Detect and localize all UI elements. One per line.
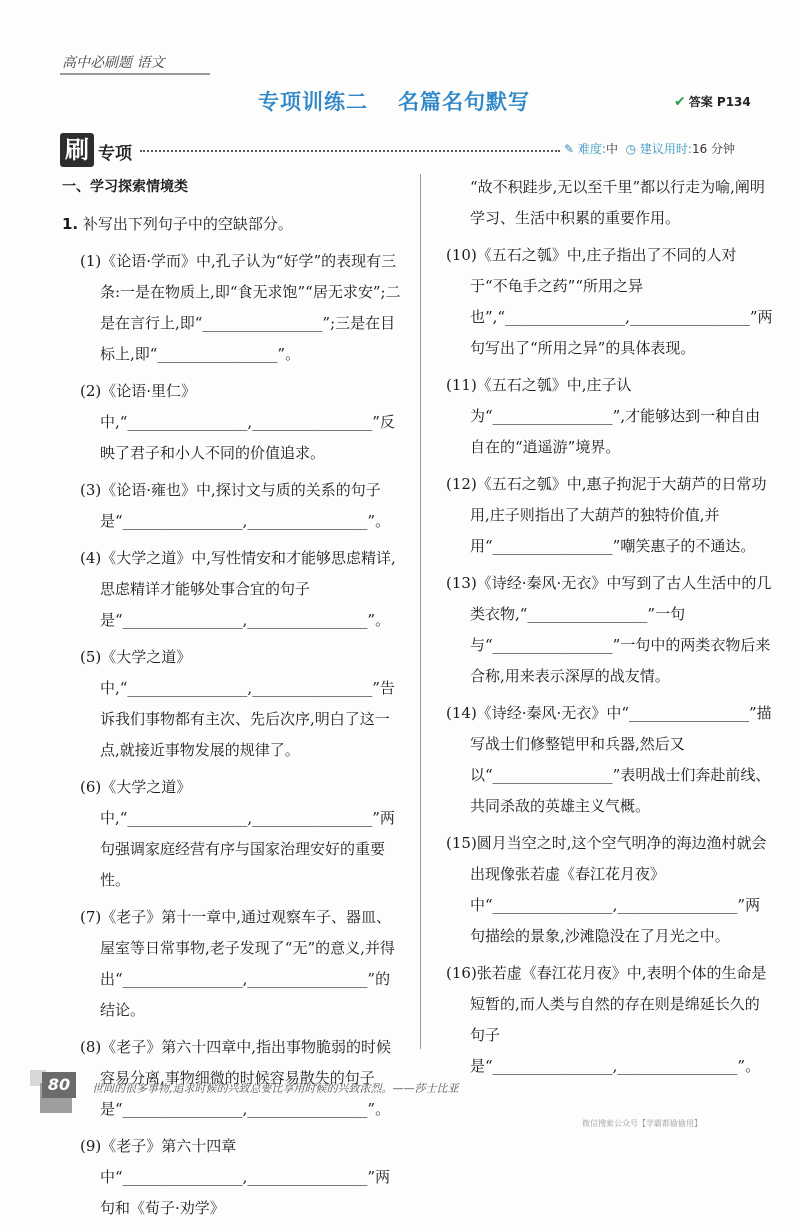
section-heading: 一、学习探索情境类 [62,179,188,195]
answer-ref-text: 答案 P134 [688,95,751,109]
time-label: 建议用时: [639,142,692,156]
watermark: 微信搜索公众号【学霸都偷偷用】 [582,1119,702,1128]
question-prompt: 补写出下列句子中的空缺部分。 [82,215,293,233]
question-number: 1. [62,215,79,233]
fill-item-4: (4)《大学之道》中,写性情安和才能够思虑精详,思虑精详才能够处事合宜的句子是“________________,________________”。 [80,549,396,629]
fill-item-16: (16)张若虚《春江花月夜》中,表明个体的生命是短暂的,而人类与自然的存在则是绵延长久的句子是“________________,________________”。 [446,964,767,1075]
answer-reference [674,93,751,110]
right-column [432,172,772,1088]
left-column [62,172,402,1230]
fill-item-12: (12)《五石之瓠》中,惠子拘泥于大葫芦的日常功用,庄子则指出了大葫芦的独特价值,并用“________________”嘲笑惠子的不通达。 [446,475,767,555]
footer-quote: 世间的很多事物,追求时候的兴致总要比享用时候的兴致浓烈。——莎士比亚 [92,1082,459,1095]
fill-item-3: (3)《论语·雍也》中,探讨文与质的关系的句子是“________________,________________”。 [80,481,391,530]
fill-item-15: (15)圆月当空之时,这个空气明净的海边渔村就会出现像张若虚《春江花月夜》中“________________,________________”两句描绘的景象,沙滩隐没在了月光之中。 [446,834,767,945]
fill-item-14: (14)《诗经·秦风·无衣》中“________________”描写战士们修整铠甲和兵器,然后又以“________________”表明战士们奔赴前线、共同杀敌的英雄主义气概。 [446,704,772,815]
column-divider [420,174,421,1049]
section-badge: 刷 [60,133,94,167]
fill-item-10: (10)《五石之瓠》中,庄子指出了不同的人对于“不龟手之药”“所用之异也”,“________________,________________”两句写出了“所用之异”的具体表现。 [446,246,773,357]
page-number: 80 [42,1072,76,1098]
fill-item-1: (1)《论语·学而》中,孔子认为“好学”的表现有三条:一是在物质上,即“食无求饱”“居无求安”;二是在言行上,即“________________”;三是在目标上,即“________________”。 [80,252,401,363]
checkmark-icon: ✔ [674,94,686,110]
difficulty-label: 难度: [577,142,606,156]
exercise-meta [564,140,735,157]
fill-item-11: (11)《五石之瓠》中,庄子认为“________________”,才能够达到一种自由自在的“逍遥游”境界。 [446,376,761,456]
fill-item-9-continued: “故不积跬步,无以至千里”都以行走为喻,阐明学习、生活中积累的重要作用。 [470,178,765,227]
clock-icon: ◷ [625,142,637,156]
fill-item-8: (8)《老子》第六十四章中,指出事物脆弱的时候容易分离,事物细微的时候容易散失的句子是“________________,________________”。 [80,1038,392,1118]
title-part-b: 名篇名句默写 [398,90,530,114]
time-value: 16 分钟 [691,142,736,156]
dotted-leader [140,150,560,152]
difficulty-icon: ✎ [564,142,575,156]
title-part-a: 专项训练二 [258,90,368,114]
fill-item-2: (2)《论语·里仁》中,“________________,________________”反映了君子和小人不同的价值追求。 [80,382,395,462]
fill-item-6: (6)《大学之道》中,“________________,________________”两句强调家庭经营有序与国家治理安好的重要性。 [80,778,395,889]
header-rule [60,73,210,75]
question-1 [62,209,402,240]
fill-item-13: (13)《诗经·秦风·无衣》中写到了古人生活中的几类衣物,“________________”一句与“________________”一句中的两类衣物后来合称,用来表示深厚的战友情。 [446,574,772,685]
series-label: 高中必刷题 语文 [62,55,165,71]
page-title [258,86,530,116]
fill-item-5: (5)《大学之道》中,“________________,________________”告诉我们事物都有主次、先后次序,明白了这一点,就接近事物发展的规律了。 [80,648,395,759]
fill-item-7: (7)《老子》第十一章中,通过观察车子、器皿、屋室等日常事物,老子发现了“无”的意义,并得出“________________,________________”的结论。 [80,908,395,1019]
section-badge-label: 专项 [98,144,132,164]
fill-item-9: (9)《老子》第六十四章中“________________,________________”两句和《荀子·劝学》 [80,1137,391,1217]
difficulty-value: 中 [605,142,618,156]
